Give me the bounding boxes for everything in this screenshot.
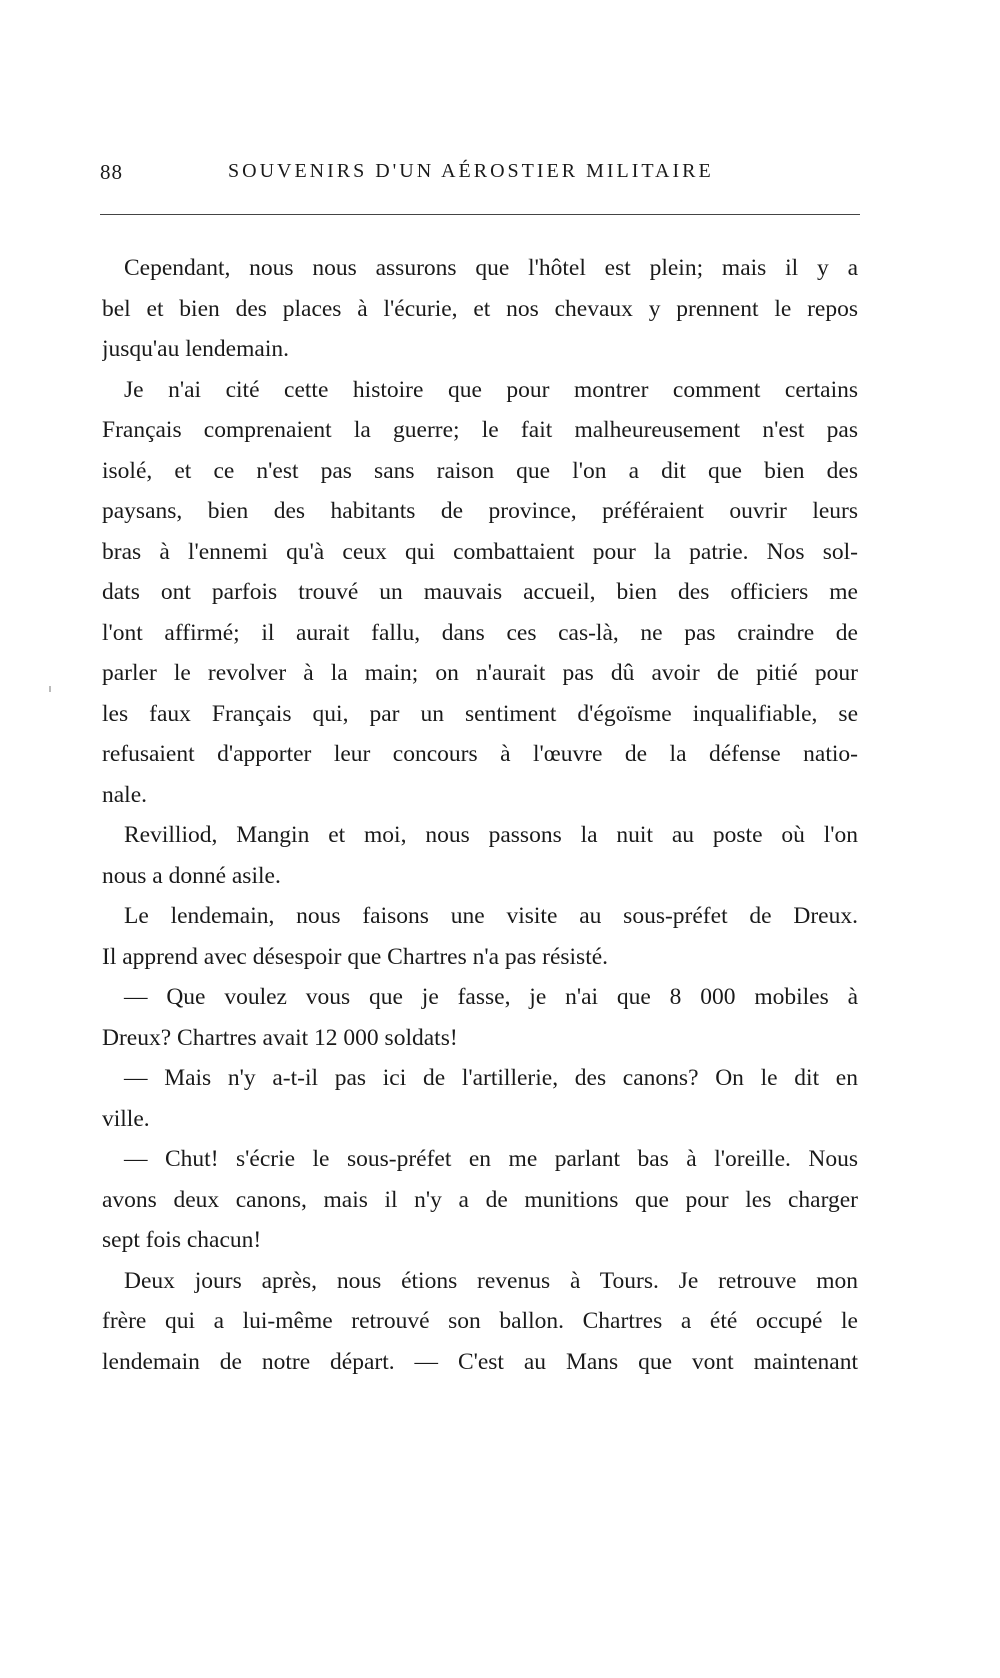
text-line: Dreux? Chartres avait 12 000 soldats!	[102, 1024, 458, 1051]
text-line: frère qui a lui-même retrouvé son ballon. Chartres a été occupé le	[102, 1308, 858, 1334]
text-line: isolé, et ce n'est pas sans raison que l'on a dit que bien des	[102, 457, 858, 484]
text-line: ville.	[102, 1105, 150, 1132]
text-line: nous a donné asile.	[102, 862, 281, 889]
running-title: SOUVENIRS D'UN AÉROSTIER MILITAIRE	[228, 160, 714, 182]
text-line: lendemain de notre départ. — C'est au Mans que vont maintenant	[102, 1348, 858, 1375]
header-rule	[100, 214, 860, 215]
text-line: Revilliod, Mangin et moi, nous passons la nuit au poste où l'on	[124, 822, 858, 848]
text-line: bras à l'ennemi qu'à ceux qui combattaient pour la patrie. Nos sol-	[102, 538, 858, 565]
text-line: les faux Français qui, par un sentiment d'égoïsme inqualifiable, se	[102, 700, 858, 727]
text-line: Français comprenaient la guerre; le fait malheureusement n'est pas	[102, 417, 858, 443]
text-line: Je n'ai cité cette histoire que pour montrer comment certains	[124, 376, 858, 403]
text-line: avons deux canons, mais il n'y a de munitions que pour les charger	[102, 1186, 858, 1213]
text-line: nale.	[102, 781, 148, 808]
text-line: Cependant, nous nous assurons que l'hôtel est plein; mais il y a	[124, 255, 858, 281]
text-line: dats ont parfois trouvé un mauvais accueil, bien des officiers me	[102, 579, 858, 605]
text-line: sept fois chacun!	[102, 1227, 262, 1253]
text-line: parler le revolver à la main; on n'aurait pas dû avoir de pitié pour	[102, 660, 858, 686]
text-line: Le lendemain, nous faisons une visite au sous-préfet de Dreux.	[124, 903, 858, 929]
text-line: Il apprend avec désespoir que Chartres n'a pas résisté.	[102, 943, 609, 970]
text-line: jusqu'au lendemain.	[102, 336, 289, 362]
text-line: bel et bien des places à l'écurie, et nos chevaux y prennent le repos	[102, 295, 858, 322]
text-line: Deux jours après, nous étions revenus à Tours. Je retrouve mon	[124, 1267, 858, 1294]
page-number: 88	[100, 160, 123, 184]
text-line: — Que voulez vous que je fasse, je n'ai que 8 000 mobiles à	[124, 984, 858, 1010]
text-line: — Mais n'y a-t-il pas ici de l'artillerie, des canons? On le dit en	[124, 1065, 858, 1091]
body-text	[102, 248, 858, 1382]
page-header	[100, 160, 860, 194]
text-line: — Chut! s'écrie le sous-préfet en me parlant bas à l'oreille. Nous	[124, 1146, 858, 1172]
text-line: l'ont affirmé; il aurait fallu, dans ces cas-là, ne pas craindre de	[102, 619, 858, 646]
text-line: paysans, bien des habitants de province, préféraient ouvrir leurs	[102, 498, 858, 524]
margin-speck	[49, 686, 51, 692]
text-line: refusaient d'apporter leur concours à l'œuvre de la défense natio-	[102, 741, 858, 767]
